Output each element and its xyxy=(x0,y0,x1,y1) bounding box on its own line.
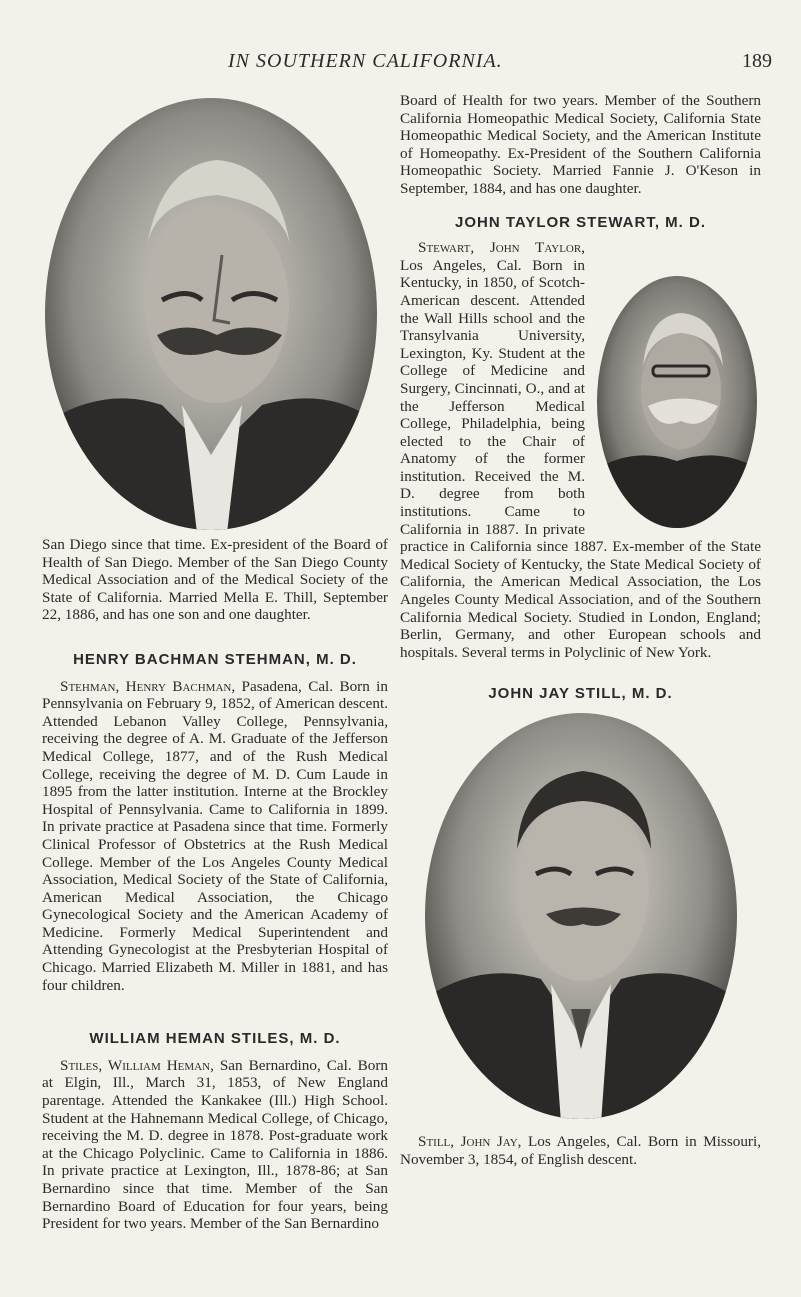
portrait-stewart xyxy=(593,271,761,533)
page-number: 189 xyxy=(742,50,772,72)
entry-name-still: Still, John Jay, xyxy=(418,1133,522,1150)
running-head: IN SOUTHERN CALIFORNIA. xyxy=(228,50,503,72)
entry-heading-stewart: JOHN TAYLOR STEWART, M. D. xyxy=(454,213,706,231)
portrait-still xyxy=(411,709,751,1123)
left-continued-text: San Diego since that time. Ex-president of the Board of Health of San Diego. Member of the San Diego County Medical Association and of the Medical Society of the State of California. Married Mella E. Thill, September 22, 1886, and has one son and one daughter. xyxy=(42,536,388,624)
entry-heading-stiles: WILLIAM HEMAN STILES, M. D. xyxy=(89,1030,341,1048)
right-continued-text: Board of Health for two years. Member of the Southern California Homeopathic Medical Society, California State Homeopathic Medical Society, and the American Institute of Homeopathy. Ex-President of the Southern California Homeopathic Society. Married Fannie J. O'Keson in September, 1884, and has one daughter. xyxy=(400,92,761,197)
entry-text-stiles: San Bernardino, Cal. Born at Elgin, Ill., March 31, 1853, of New England parentage. Attended the Kankakee (Ill.) High School. Student at the Hahnemann Medical College, of Chicago, receiving the M. D. degree in 1878. Post-graduate work at the Chicago Polyclinic. Came to California in 1886. In private practice at Lexington, Ill., 1878-86; at San Bernardino since that time. Member of the San Bernardino Board of Education for four years, being President for two years. Member of the San Bernardino xyxy=(42,1056,388,1233)
entry-name-stewart: Stewart, John Taylor, xyxy=(418,239,585,257)
right-column xyxy=(400,92,761,1168)
portrait-stiles xyxy=(42,95,380,533)
entry-body-still xyxy=(400,1133,761,1168)
entry-text-stehman: Pasadena, Cal. Born in Pennsylvania on February 9, 1852, of American descent. Attended Lebanon Valley College, Pennsylvania, receiving the degree of A. M. Graduate of the Jefferson Medical College, 1877, and of the Rush Medical College, receiving the degree of M. D. Cum Laude in 1895 from the latter institution. Interne at the Brockley Hospital of Pennsylvania. Came to California in 1899. In private practice at Pasadena since that time. Formerly Clinical Professor of Obstetrics at the Rush Medical College. Member of the Los Angeles County Medical Association, Medical Society of the State of California, American Medical Association, the Chicago Gynecological Society and the American Academy of Medicine. Formerly Medical Superintendent and Attending Gynecologist at the Presbyterian Hospital of Chicago. Married Elizabeth M. Miller in 1881, and has four children. xyxy=(42,677,388,994)
entry-text-stewart: Los Angeles, Cal. Born in Kentucky, in 1850, of Scotch-American descent. Attended the Wall Hills school and the Transylvania University, Lexington, Ky. Student at the College of Medicine and Surgery, Cincinnati, O., and at the Jefferson Medical College, Philadelphia, being elected to the Chair of Anatomy of the former institution. Received the M. D. degree from both institutions. Came to California in 1887. In private practice in California since 1887. Ex-member of the State Medical Society of Kentucky, the State Medical Society of California, the American Medical Association, the Los Angeles County Medical Association, and of the Southern California Medical Society. Studied in London, England; Berlin, Germany, and other European schools and hospitals. Several terms in Polyclinic of New York. xyxy=(400,256,761,661)
entry-body-stehman xyxy=(42,678,388,995)
entry-name-stiles: Stiles, William Heman, xyxy=(60,1056,214,1074)
left-column xyxy=(42,536,388,1233)
entry-heading-stehman: HENRY BACHMAN STEHMAN, M. D. xyxy=(73,650,357,668)
entry-text-still: Los Angeles, Cal. Born in Missouri, November 3, 1854, of English descent. xyxy=(400,1133,761,1168)
entry-name-stehman: Stehman, Henry Bachman, xyxy=(60,677,236,695)
entry-heading-still: JOHN JAY STILL, M. D. xyxy=(488,685,673,703)
entry-body-stiles xyxy=(42,1057,388,1233)
